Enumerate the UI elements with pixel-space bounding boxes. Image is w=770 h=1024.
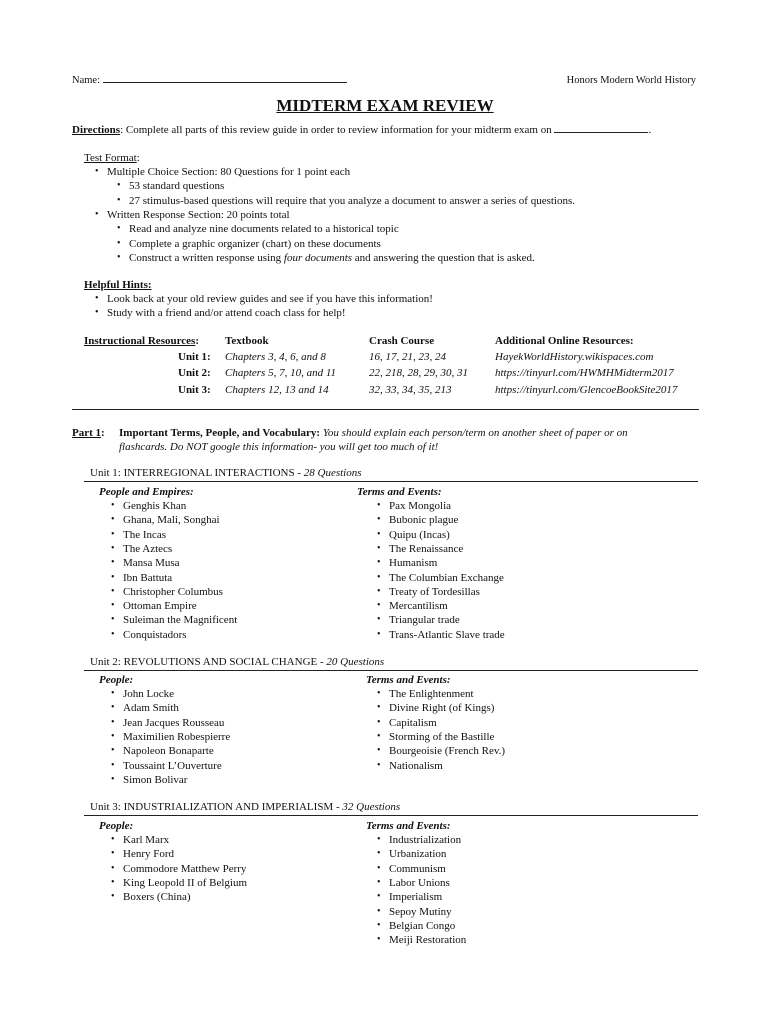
col-textbook: Textbook [225,335,269,347]
wr-sub-item: • Read and analyze nine documents related to a historical topic [129,223,399,235]
resource-unit: Unit 1: [178,351,211,363]
name-blank-line [103,82,347,83]
list-item: • The Enlightenment [389,688,474,700]
directions: Directions: Complete all parts of this review guide in order to review information for your midterm exam on . [72,124,652,136]
list-item: • Bubonic plague [389,514,458,526]
list-item: • Triangular trade [389,614,460,626]
list-item: • Henry Ford [123,848,174,860]
list-item: • Boxers (China) [123,891,191,903]
part1-note: flashcards. Do NOT google this information- you will get too much of it! [119,441,439,453]
list-item: • The Aztecs [123,543,172,555]
list-item: • King Leopold II of Belgium [123,877,247,889]
list-item: • Ottoman Empire [123,600,197,612]
part1-heading: Important Terms, People, and Vocabulary: You should explain each person/term on another sheet of paper or on [119,427,628,439]
resource-textbook: Chapters 3, 4, 6, and 8 [225,351,326,363]
list-item: • Maximilien Robespierre [123,731,230,743]
resource-crash: 32, 33, 34, 35, 213 [369,384,452,396]
list-item: • Meiji Restoration [389,934,466,946]
part1-label: Part 1: [72,427,105,439]
name-label: Name: [72,75,100,86]
list-item: • Ghana, Mali, Songhai [123,514,220,526]
unit3-underline [84,815,698,816]
list-item: • Communism [389,863,446,875]
list-item: • John Locke [123,688,174,700]
list-item: • Industrialization [389,834,461,846]
unit2-terms-heading: Terms and Events: [366,674,451,686]
course-name: Honors Modern World History [566,75,696,86]
list-item: • The Columbian Exchange [389,572,504,584]
list-item: • Adam Smith [123,702,179,714]
list-item: • Quipu (Incas) [389,529,450,541]
test-format-heading: Test Format: [84,152,140,164]
list-item: • Sepoy Mutiny [389,906,452,918]
mc-sub-item: • 53 standard questions [129,180,224,192]
exam-date-blank [554,132,648,133]
list-item: • Capitalism [389,717,437,729]
name-field[interactable] [72,75,347,86]
list-item: • The Renaissance [389,543,463,555]
unit3-terms-heading: Terms and Events: [366,820,451,832]
list-item: • Belgian Congo [389,920,455,932]
col-crash-course: Crash Course [369,335,435,347]
list-item: • Simon Bolivar [123,774,187,786]
unit3-people-heading: People: [99,820,134,832]
list-item: • Humanism [389,557,437,569]
list-item: • Napoleon Bonaparte [123,745,214,757]
unit2-title: Unit 2: REVOLUTIONS AND SOCIAL CHANGE - 20 Questions [90,656,385,668]
wr-sub-item: • Complete a graphic organizer (chart) on these documents [129,238,381,250]
resource-unit: Unit 2: [178,367,211,379]
resource-textbook: Chapters 12, 13 and 14 [225,384,329,396]
resource-link[interactable]: https://tinyurl.com/GlencoeBookSite2017 [495,384,678,396]
list-item: • Labor Unions [389,877,450,889]
list-item: • Trans-Atlantic Slave trade [389,629,505,641]
list-item: • Mercantilism [389,600,448,612]
list-item: • Urbanization [389,848,446,860]
directions-label: Directions [72,124,121,136]
directions-text: : Complete all parts of this review guide in order to review information for your midterm exam on [120,124,552,136]
list-item: • Conquistadors [123,629,187,641]
list-item: • Jean Jacques Rousseau [123,717,224,729]
list-item: • Genghis Khan [123,500,186,512]
resource-crash: 22, 218, 28, 29, 30, 31 [369,367,468,379]
unit1-people-heading: People and Empires: [99,486,194,498]
list-item: • Imperialism [389,891,442,903]
resource-link[interactable]: HayekWorldHistory.wikispaces.com [495,351,654,363]
resource-textbook: Chapters 5, 7, 10, and 11 [225,367,337,379]
unit1-underline [84,481,698,482]
list-item: • Toussaint L’Ouverture [123,760,222,772]
list-item: • Suleiman the Magnificent [123,614,237,626]
list-item: • Pax Mongolia [389,500,451,512]
unit1-terms-heading: Terms and Events: [357,486,442,498]
list-item: • Bourgeoisie (French Rev.) [389,745,505,757]
wr-section: • Written Response Section: 20 points total [107,209,290,221]
unit3-title: Unit 3: INDUSTRIALIZATION AND IMPERIALISM - 32 Questions [90,801,401,813]
mc-sub-item: • 27 stimulus-based questions will require that you analyze a document to answer a series of questions. [129,195,575,207]
list-item: • The Incas [123,529,166,541]
resource-unit: Unit 3: [178,384,211,396]
list-item: • Commodore Matthew Perry [123,863,246,875]
list-item: • Karl Marx [123,834,169,846]
list-item: • Storming of the Bastille [389,731,494,743]
list-item: • Ibn Battuta [123,572,172,584]
col-online: Additional Online Resources: [495,335,634,347]
list-item: • Mansa Musa [123,557,180,569]
list-item: • Nationalism [389,760,443,772]
unit2-people-heading: People: [99,674,134,686]
resources-heading: Instructional Resources: [84,335,199,347]
unit1-title: Unit 1: INTERREGIONAL INTERACTIONS - 28 Questions [90,467,362,479]
unit2-underline [84,670,698,671]
page-title: MIDTERM EXAM REVIEW [276,96,494,115]
resource-link[interactable]: https://tinyurl.com/HWMHMidterm2017 [495,367,674,379]
mc-section: • Multiple Choice Section: 80 Questions for 1 point each [107,166,350,178]
section-divider [72,409,699,410]
list-item: • Divine Right (of Kings) [389,702,494,714]
resource-crash: 16, 17, 21, 23, 24 [369,351,446,363]
hints-heading: Helpful Hints: [84,279,152,291]
list-item: • Treaty of Tordesillas [389,586,480,598]
hint-item: • Look back at your old review guides and see if you have this information! [107,293,433,305]
wr-sub-item: • Construct a written response using four documents and answering the question that is asked. [129,252,535,264]
hint-item: • Study with a friend and/or attend coach class for help! [107,307,346,319]
list-item: • Christopher Columbus [123,586,223,598]
